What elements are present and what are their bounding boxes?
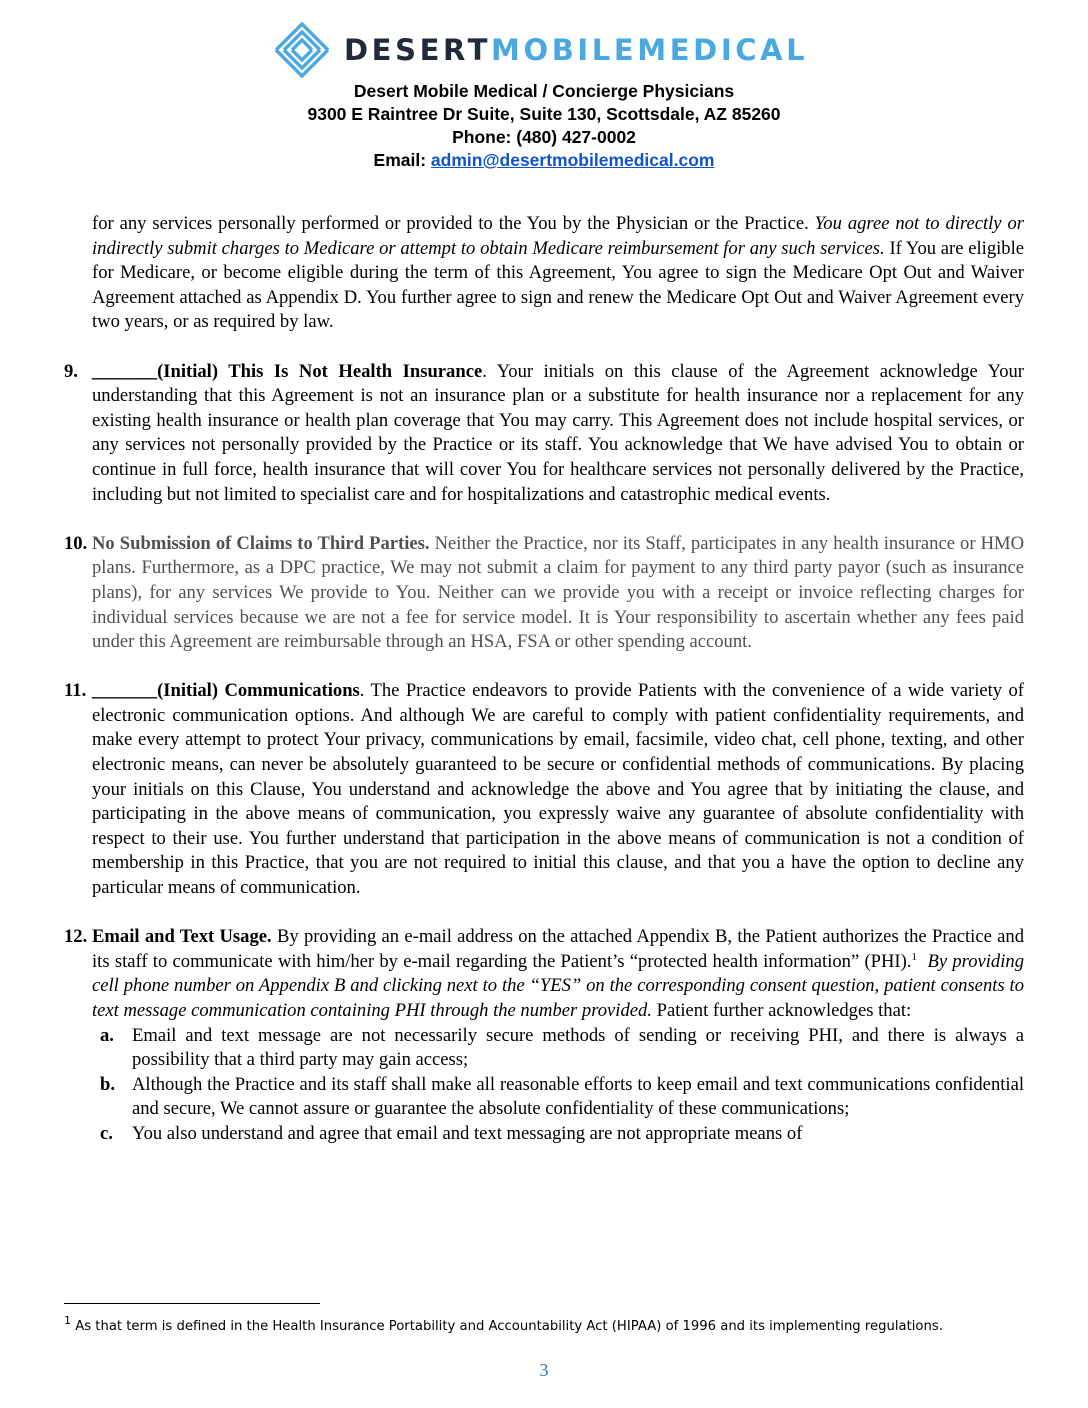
practice-phone: Phone: (480) 427-0002 xyxy=(452,127,636,147)
section-9 xyxy=(64,360,1024,508)
document-body xyxy=(64,212,1024,1147)
section-10 xyxy=(64,532,1024,655)
practice-email-line xyxy=(0,149,1088,172)
list-item-text: You also understand and agree that email and text messaging are not appropriate means of xyxy=(132,1122,803,1144)
footnote-marker: 1 xyxy=(64,1314,71,1327)
section-title: No Submission of Claims to Third Parties. xyxy=(92,532,430,554)
section-text: . Your initials on this clause of the Agreement acknowledge Your understanding that this Agreement is not an insurance plan or a substitute for health insurance nor a replacement for any existing health insurance or health plan coverage that You may carry. This Agreement does not include hospital services, or any services not personally provided by the Practice or its staff. You acknowledge that We have advised You to obtain or continue in full force, health insurance that will cover You for healthcare services not personally delivered by the Practice, including but not limited to specialist care and for hospitalizations and catastrophic medical events. xyxy=(92,360,1024,505)
contact-block xyxy=(0,80,1088,172)
email-label: Email: xyxy=(373,150,427,170)
list-item xyxy=(64,1073,1024,1122)
intro-paragraph xyxy=(92,212,1024,335)
footnote-reference[interactable]: 1 xyxy=(911,950,917,963)
diamond-chevron-logo-icon xyxy=(270,22,334,78)
section-number: 9. xyxy=(64,360,78,382)
list-item-letter: a. xyxy=(100,1024,114,1046)
intro-text: for any services personally performed or provided to the You by the Physician or the Practice. xyxy=(92,213,809,234)
section-12-subitems xyxy=(64,1024,1024,1147)
footnote xyxy=(64,1316,1024,1337)
practice-name: Desert Mobile Medical / Concierge Physicians xyxy=(353,81,735,101)
list-item-text: Although the Practice and its staff shall make all reasonable efforts to keep email and text communications confidential and secure, We cannot assure or guarantee the absolute confidentiality of these communications; xyxy=(132,1073,1024,1120)
section-text: Neither the Practice, nor its Staff, participates in any health insurance or HMO plans. Furthermore, as a DPC practice, We may not submit a claim for payment to any third party payor (such as insurance plans), for any services We provide to You. Neither can we provide you with a receipt or invoice reflecting charges for individual services because we are not a fee for service model. It is Your responsibility to ascertain whether any fees paid under this Agreement are reimbursable through an HSA, FSA or other spending account. xyxy=(92,532,1024,653)
list-item xyxy=(64,1122,1024,1147)
footnote-text: As that term is defined in the Health Insurance Portability and Accountability Act (HIPAA) of 1996 and its implementing regulations. xyxy=(75,1319,943,1334)
email-link[interactable]: admin@desertmobilemedical.com xyxy=(430,150,715,170)
section-italic-text: By providing cell phone number on Appendix B and clicking next to the “YES” on the corresponding consent question, patient consents to text message communication containing PHI through the number provided. xyxy=(92,950,1024,1021)
page-number: 3 xyxy=(539,1360,549,1380)
section-number: 10. xyxy=(64,532,88,554)
section-number: 11. xyxy=(64,680,87,702)
section-12 xyxy=(64,925,1024,1023)
section-11 xyxy=(64,679,1024,900)
list-item xyxy=(64,1024,1024,1073)
section-text: . The Practice endeavors to provide Patients with the convenience of a wide variety of electronic communication options. And although We are careful to comply with patient confidentiality requirements, and make every attempt to protect Your privacy, communications by email, facsimile, video chat, cell phone, texting, and other electronic means, can never be absolutely guaranteed to be secure or confidential methods of communications. By placing your initials on this Clause, You understand and acknowledge the above and You agree that by initiating the clause, and participating in the above means of communication, you expressly waive any guarantee of absolute confidentiality with respect to their use. You further understand that participation in the above means of communication is not a condition of membership in this Practice, that you are not required to initial this clause, and that you a have the option to decline any particular means of communication. xyxy=(92,680,1024,899)
logo-wordmark xyxy=(344,30,808,70)
section-number: 12. xyxy=(64,926,88,948)
intro-italic-text: You agree not to directly or indirectly submit charges to Medicare or attempt to obtain Medicare reimbursement for any such services. xyxy=(92,213,1025,259)
practice-address: 9300 E Raintree Dr Suite, Suite 130, Scottsdale, AZ 85260 xyxy=(307,104,781,124)
logo xyxy=(0,22,1088,78)
list-item-letter: c. xyxy=(100,1122,113,1144)
section-title: _______(Initial) This Is Not Health Insurance xyxy=(92,360,483,382)
footnote-divider xyxy=(64,1303,320,1304)
list-item-letter: b. xyxy=(100,1073,115,1095)
logo-word-mobilemedical: MOBILEMEDICAL xyxy=(491,33,809,67)
logo-word-desert: DESERT xyxy=(344,33,491,67)
list-item-text: Email and text message are not necessarily secure methods of sending or receiving PHI, and there is always a possibility that a third party may gain access; xyxy=(132,1024,1024,1071)
section-text: By providing an e-mail address on the attached Appendix B, the Patient authorizes the Practice and its staff to communicate with him/her by e-mail regarding the Patient’s “protected health information” (PHI). xyxy=(92,926,1024,972)
intro-text-2: If You are eligible for Medicare, or become eligible during the term of this Agreement, You agree to sign the Medicare Opt Out and Waiver Agreement attached as Appendix D. You further agree to sign and renew the Medicare Opt Out and Waiver Agreement every two years, or as required by law. xyxy=(92,237,1024,333)
section-title: _______(Initial) Communications xyxy=(92,680,360,702)
section-text-2: Patient further acknowledges that: xyxy=(651,1000,912,1021)
section-title: Email and Text Usage. xyxy=(92,926,272,948)
